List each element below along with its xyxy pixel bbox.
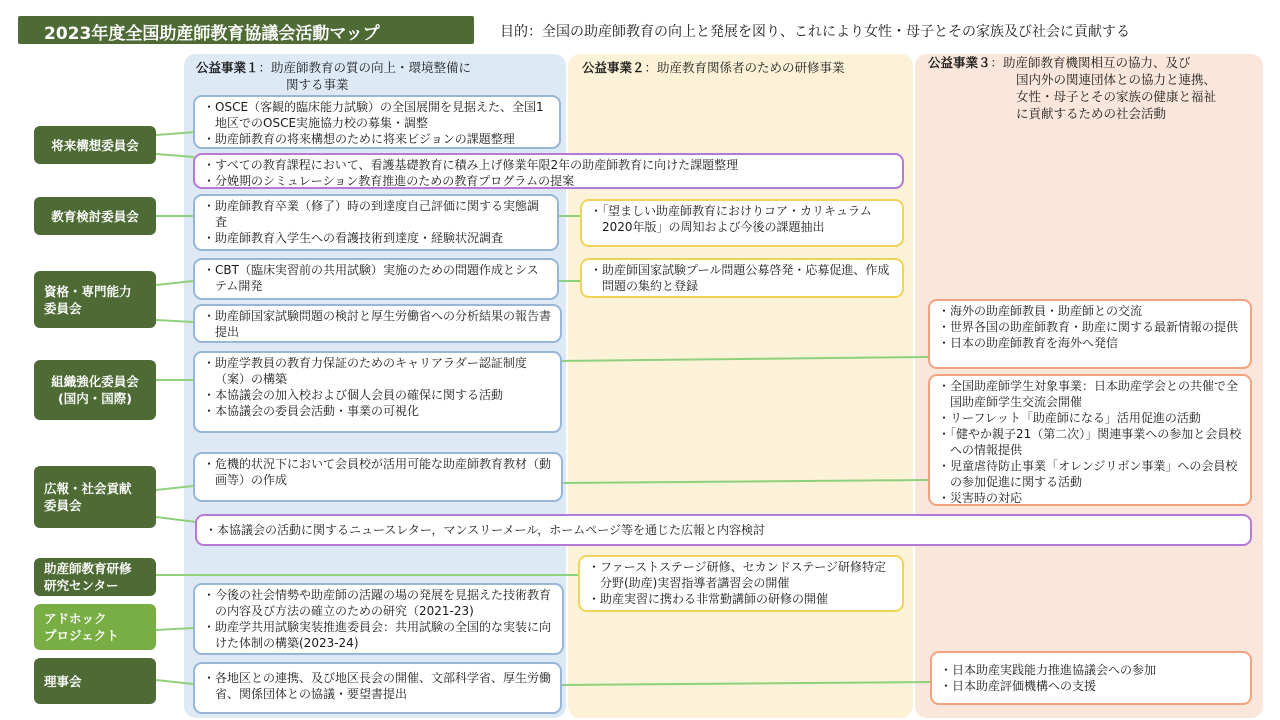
activity-item: ・ 助産師教育卒業（修了）時の到達度自己評価に関する実態調査: [203, 198, 549, 230]
activity-item: ・ 児童虐待防止事業「オレンジリボン事業」への会員校の参加促進に関する活動: [938, 458, 1242, 490]
purpose-text: 目的：全国の助産師教育の向上と発展を図り、これにより女性・母子とその家族及び社会に貢献する: [500, 24, 1130, 40]
activity-item: ・ 助産師教育の将来構想のために将来ビジョンの課題整理: [203, 131, 551, 147]
committee-qualification: [34, 271, 156, 328]
activity-item: ・ 世界各国の助産師教育・助産に関する最新情報の提供: [938, 319, 1242, 335]
activity-box-international: [928, 299, 1252, 369]
column-2-desc: ：助産教育関係者のための研修事業: [644, 60, 845, 75]
connector-line: [562, 480, 928, 483]
activity-box-osce: [193, 95, 561, 149]
column-1-label: 公益事業１: [196, 60, 259, 75]
activity-item: ・ 助産学共用試験実装推進委員会：共用試験の全国的な実装に向けた体制の構築(2023-24): [203, 619, 554, 651]
committee-organization-label-1: 組織強化委員会: [51, 374, 139, 389]
column-3-desc-3: 女性・母子とその家族の健康と福祉: [1016, 89, 1217, 104]
connector-line: [562, 682, 930, 685]
activity-box-core-curriculum: [580, 199, 904, 247]
activity-item: ・ 助産師国家試験問題の検討と厚生労働省への分析結果の報告書提出: [203, 308, 552, 340]
connector-line: [156, 132, 196, 135]
committee-qualification-label-1: 資格・専門能力: [44, 283, 132, 299]
activity-item: ・ ファーストステージ研修、セカンドステージ研修特定分野(助産)実習指導者講習会の開催: [588, 559, 894, 591]
activity-item: ・ 災害時の対応: [938, 490, 1242, 506]
activity-item: ・ 今後の社会情勢や助産師の活躍の場の発展を見据えた技術教育の内容及び方法の確立のための研究（2021-23): [203, 587, 554, 619]
activity-box-exam-pool: [580, 258, 904, 298]
training-research-center: [34, 558, 156, 596]
column-3-desc-4: に貢献するための社会活動: [1016, 106, 1167, 121]
committee-future-planning-label: 将来構想委員会: [51, 137, 139, 153]
training-research-center-label-1: 助産師教育研修: [44, 561, 132, 576]
activity-item: ・ 「望ましい助産師教育におけりコア・カリキュラム2020年版」の周知および今後の課題抽出: [590, 203, 894, 235]
adhoc-project: [34, 604, 156, 650]
activity-box-external-support: [930, 651, 1252, 705]
committee-organization-label-2: (国内・国際): [58, 391, 132, 406]
activity-item: ・ 本協議会の活動に関するニュースレター，マンスリーメール，ホームページ等を通じた広報と内容検討: [205, 522, 1242, 538]
adhoc-project-label-2: プロジェクト: [44, 628, 119, 643]
activity-box-liaison: [193, 662, 562, 714]
committee-education-review-label: 教育検討委員会: [51, 208, 139, 224]
activity-item: ・ 助産師国家試験プール問題公募啓発・応募促進、作成問題の集約と登録: [590, 262, 894, 294]
page-title: 2023年度全国助産師教育協議会活動マップ: [18, 16, 474, 44]
activity-box-national-exam: [193, 304, 562, 343]
activity-item: ・ 助産師教育入学生への看護技術到達度・経験状況調査: [203, 230, 549, 246]
committee-education-review: [34, 197, 156, 235]
column-1-desc: ：助産師教育の質の向上・環境整備に: [258, 60, 472, 75]
column-2-label: 公益事業２: [582, 60, 645, 75]
activity-item: ・ 本協議会の委員会活動・事業の可視化: [203, 403, 552, 419]
connector-line: [156, 281, 193, 285]
activity-item: ・ すべての教育課程において、看護基礎教育に積み上げ修業年限2年の助産師教育に向けた課題整理: [203, 157, 894, 173]
committee-organization: [34, 360, 156, 420]
connector-line: [560, 357, 928, 361]
activity-box-cbt: [193, 258, 559, 300]
activity-item: ・ 助産学教員の教育力保証のためのキャリアラダー認証制度（案）の構築: [203, 355, 552, 387]
board-of-directors: [34, 658, 156, 704]
activity-box-teaching-materials: [193, 452, 563, 502]
activity-item: ・ 助産実習に携わる非常勤講師の研修の開催: [588, 591, 894, 607]
activity-box-research: [193, 583, 564, 655]
connector-line: [156, 320, 193, 322]
committee-future-planning: [34, 126, 156, 164]
activity-item: ・ リーフレット「助産師になる」活用促進の活動: [938, 410, 1242, 426]
activity-item: ・ 日本助産実践能力推進協議会への参加: [940, 662, 1242, 678]
board-of-directors-label: 理事会: [44, 673, 82, 689]
activity-box-training: [578, 555, 904, 612]
training-research-center-label-2: 研究センター: [44, 578, 119, 593]
connector-line: [156, 517, 196, 522]
committee-public-relations-label-1: 広報・社会貢献: [44, 481, 132, 496]
activity-item: ・ 危機的状況下において会員校が活用可能な助産師教育教材（動画等）の作成: [203, 456, 553, 488]
column-3-desc: ：助産師教育機関相互の協力、及び: [990, 55, 1191, 70]
committee-qualification-label-2: 委員会: [44, 300, 82, 316]
activity-item: ・ 各地区との連携、及び地区長会の開催、文部科学省、厚生労働省、関係団体との協議・要望書提出: [203, 670, 552, 702]
activity-item: ・ CBT（臨床実習前の共用試験）実施のための問題作成とシステム開発: [203, 262, 549, 294]
activity-item: ・ 分娩期のシミュレーション教育推進のための教育プログラムの提案: [203, 173, 894, 189]
connector-line: [156, 628, 193, 630]
activity-item: ・ 本協議会の加入校および個人会員の確保に関する活動: [203, 387, 552, 403]
committee-public-relations: [34, 466, 156, 528]
activity-box-survey: [193, 194, 559, 251]
activity-item: ・ 日本助産評価機構への支援: [940, 678, 1242, 694]
column-3-label: 公益事業３: [928, 55, 991, 70]
column-1-desc-2: 関する事業: [286, 77, 349, 92]
activity-box-newsletter: [195, 514, 1252, 546]
activity-box-social-activities: [928, 374, 1252, 506]
connector-line: [156, 486, 193, 490]
committee-public-relations-label-2: 委員会: [44, 498, 82, 513]
connector-line: [156, 154, 194, 157]
activity-box-curriculum: [193, 153, 904, 189]
connector-line: [156, 680, 193, 684]
column-3-desc-2: 国内外の関連団体との協力と連携、: [1016, 72, 1217, 87]
activity-item: ・ 「健やか親子21（第二次）」関連事業への参加と会員校への情報提供: [938, 426, 1242, 458]
activity-item: ・ 日本の助産師教育を海外へ発信: [938, 335, 1242, 351]
adhoc-project-label-1: アドホック: [44, 611, 107, 626]
activity-item: ・ 海外の助産師教員・助産師との交流: [938, 303, 1242, 319]
activity-box-career-ladder: [193, 351, 562, 433]
activity-item: ・ 全国助産師学生対象事業：日本助産学会との共催で全国助産師学生交流会開催: [938, 378, 1242, 410]
activity-item: ・ OSCE（客観的臨床能力試験）の全国展開を見据えた、全国1地区でのOSCE実施協力校の募集・調整: [203, 99, 551, 131]
